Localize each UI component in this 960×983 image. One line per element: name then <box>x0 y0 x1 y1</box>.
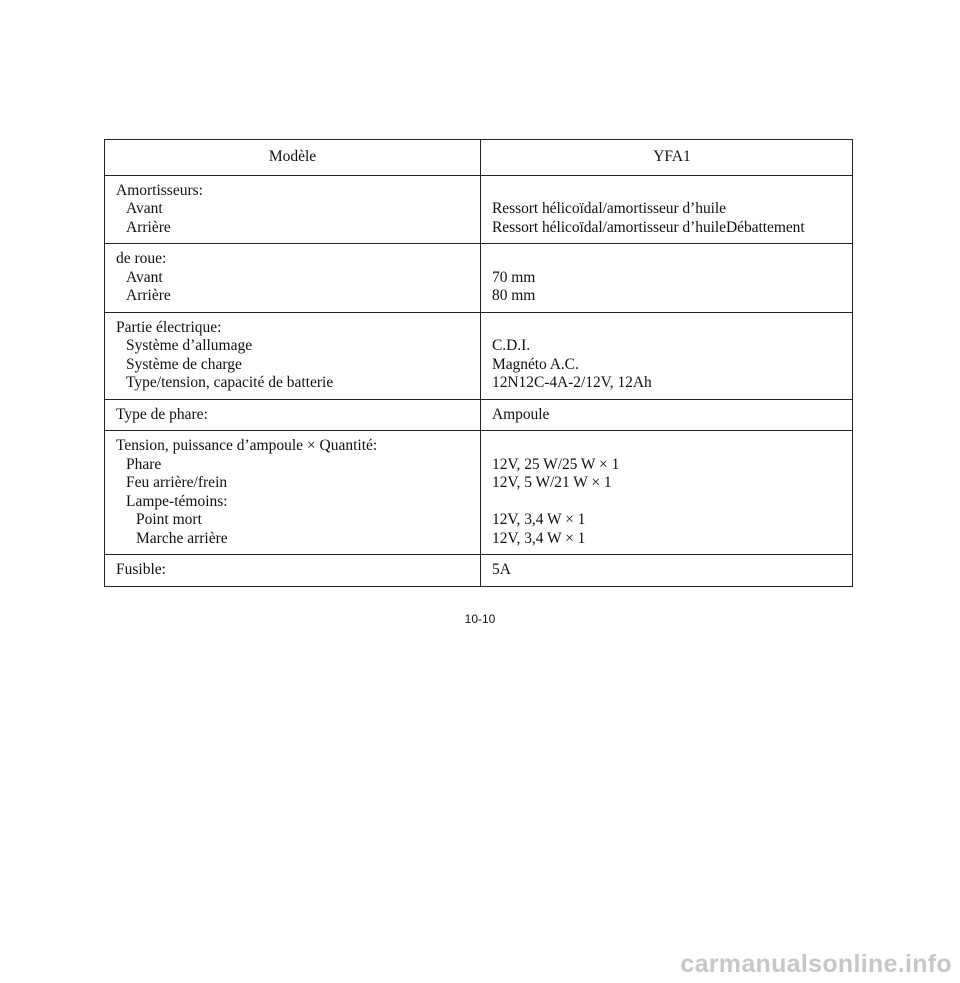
row-value-cell <box>481 431 853 555</box>
row-sublabel: Phare <box>126 455 162 473</box>
row-value-cell <box>481 312 853 399</box>
table-row-ampoules <box>105 431 853 555</box>
table-row-phare <box>105 399 853 431</box>
row-value-cell <box>481 555 853 587</box>
spec-table <box>104 139 853 587</box>
row-sublabel: Lampe-témoins: <box>126 492 228 510</box>
row-value: C.D.I. <box>492 337 531 354</box>
row-value <box>492 250 852 269</box>
row-value: Ressort hélicoïdal/amortisseur d’huileDébattement <box>492 218 805 236</box>
header-model-label: Modèle <box>105 140 481 176</box>
table-row-debattement <box>105 244 853 313</box>
row-value <box>492 182 852 201</box>
row-label: Partie électrique: <box>116 318 222 336</box>
row-label-cell <box>105 555 481 587</box>
row-value <box>492 437 852 456</box>
row-sublabel: Arrière <box>126 218 171 236</box>
row-sublabel: Type/tension, capacité de batterie <box>126 374 334 391</box>
table-header-row <box>105 140 853 176</box>
row-label-cell <box>105 431 481 555</box>
row-label-cell <box>105 312 481 399</box>
row-label: Tension, puissance d’ampoule × Quantité: <box>116 437 378 454</box>
table-row-fusible <box>105 555 853 587</box>
row-value: 5A <box>492 561 511 578</box>
row-label: Fusible: <box>116 561 166 578</box>
row-value: 80 mm <box>492 287 536 304</box>
row-sublabel: Avant <box>126 268 163 286</box>
row-value: 12V, 3,4 W × 1 <box>492 529 586 547</box>
row-label: de roue: <box>116 250 167 267</box>
table-row-amortisseurs <box>105 175 853 244</box>
row-value: 12V, 3,4 W × 1 <box>492 511 586 528</box>
row-sublabel: Système de charge <box>126 355 242 373</box>
row-sublabel: Feu arrière/frein <box>126 474 228 491</box>
row-value: 12V, 25 W/25 W × 1 <box>492 455 620 473</box>
row-value-cell <box>481 244 853 313</box>
row-value: Ampoule <box>492 405 550 423</box>
page-number: 10-10 <box>464 612 496 626</box>
row-value: Magnéto A.C. <box>492 355 579 373</box>
header-model-value: YFA1 <box>481 140 853 176</box>
row-label: Type de phare: <box>116 405 208 423</box>
row-value <box>492 493 852 512</box>
row-sublabel: Système d’allumage <box>126 337 253 354</box>
watermark-logo: carmanualsonline.info <box>680 950 952 978</box>
row-label-cell <box>105 399 481 431</box>
table-row-electrique <box>105 312 853 399</box>
row-value: 12N12C-4A-2/12V, 12Ah <box>492 374 652 391</box>
row-label-cell <box>105 175 481 244</box>
row-value: 12V, 5 W/21 W × 1 <box>492 474 612 491</box>
row-label: Amortisseurs: <box>116 181 203 199</box>
row-label-cell <box>105 244 481 313</box>
row-sublabel: Arrière <box>126 287 171 304</box>
row-value: Ressort hélicoïdal/amortisseur d’huile <box>492 200 726 217</box>
row-value-cell <box>481 175 853 244</box>
row-value <box>492 319 852 338</box>
row-subsublabel: Point mort <box>136 511 202 528</box>
row-value: 70 mm <box>492 268 536 286</box>
row-subsublabel: Marche arrière <box>136 529 228 547</box>
row-sublabel: Avant <box>126 200 163 217</box>
row-value-cell <box>481 399 853 431</box>
